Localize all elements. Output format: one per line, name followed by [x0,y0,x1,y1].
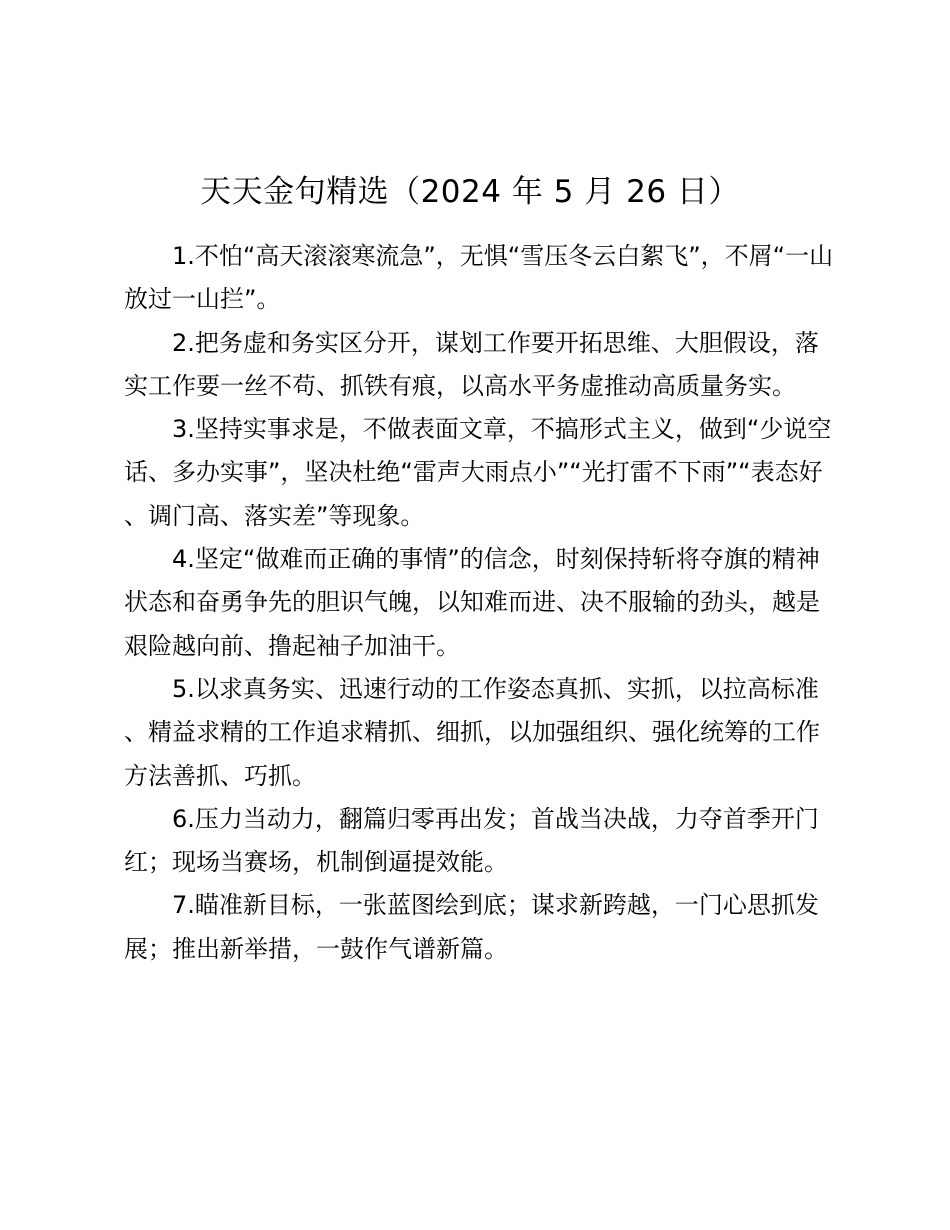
paragraph-3: 3.坚持实事求是，不做表面文章，不搞形式主义，做到“少说空话、多办实事”，坚决杜绝“雷声大雨点小”“光打雷不下雨”“表态好、调门高、落实差”等现象。 [124,415,832,530]
paragraph-6: 6.压力当动力，翻篇归零再出发；首战当决战，力夺首季开门红；现场当赛场，机制倒逼提效能。 [124,804,819,877]
paragraph-4: 4.坚定“做难而正确的事情”的信念，时刻保持斩将夺旗的精神状态和奋勇争先的胆识气魄，以知难而进、决不服输的劲头，越是艰险越向前、撸起袖子加油干。 [124,545,820,660]
page-title: 天天金句精选（2024 年 5 月 26 日） [200,174,740,210]
paragraph-2: 2.把务虚和务实区分开，谋划工作要开拓思维、大胆假设，落实工作要一丝不苟、抓铁有痕，以高水平务虚推动高质量务实。 [124,328,819,400]
paragraph-1: 1.不怕“高天滚滚寒流急”，无惧“雪压冬云白絮飞”，不屑“一山放过一山拦”。 [124,242,834,314]
paragraph-7: 7.瞄准新目标，一张蓝图绘到底；谋求新跨越，一门心思抓发展；推出新举措，一鼓作气谱新篇。 [124,891,819,963]
paragraph-5: 5.以求真务实、迅速行动的工作姿态真抓、实抓，以拉高标准、精益求精的工作追求精抓、细抓，以加强组织、强化统筹的工作方法善抓、巧抓。 [124,674,820,790]
document-body [124,235,836,971]
